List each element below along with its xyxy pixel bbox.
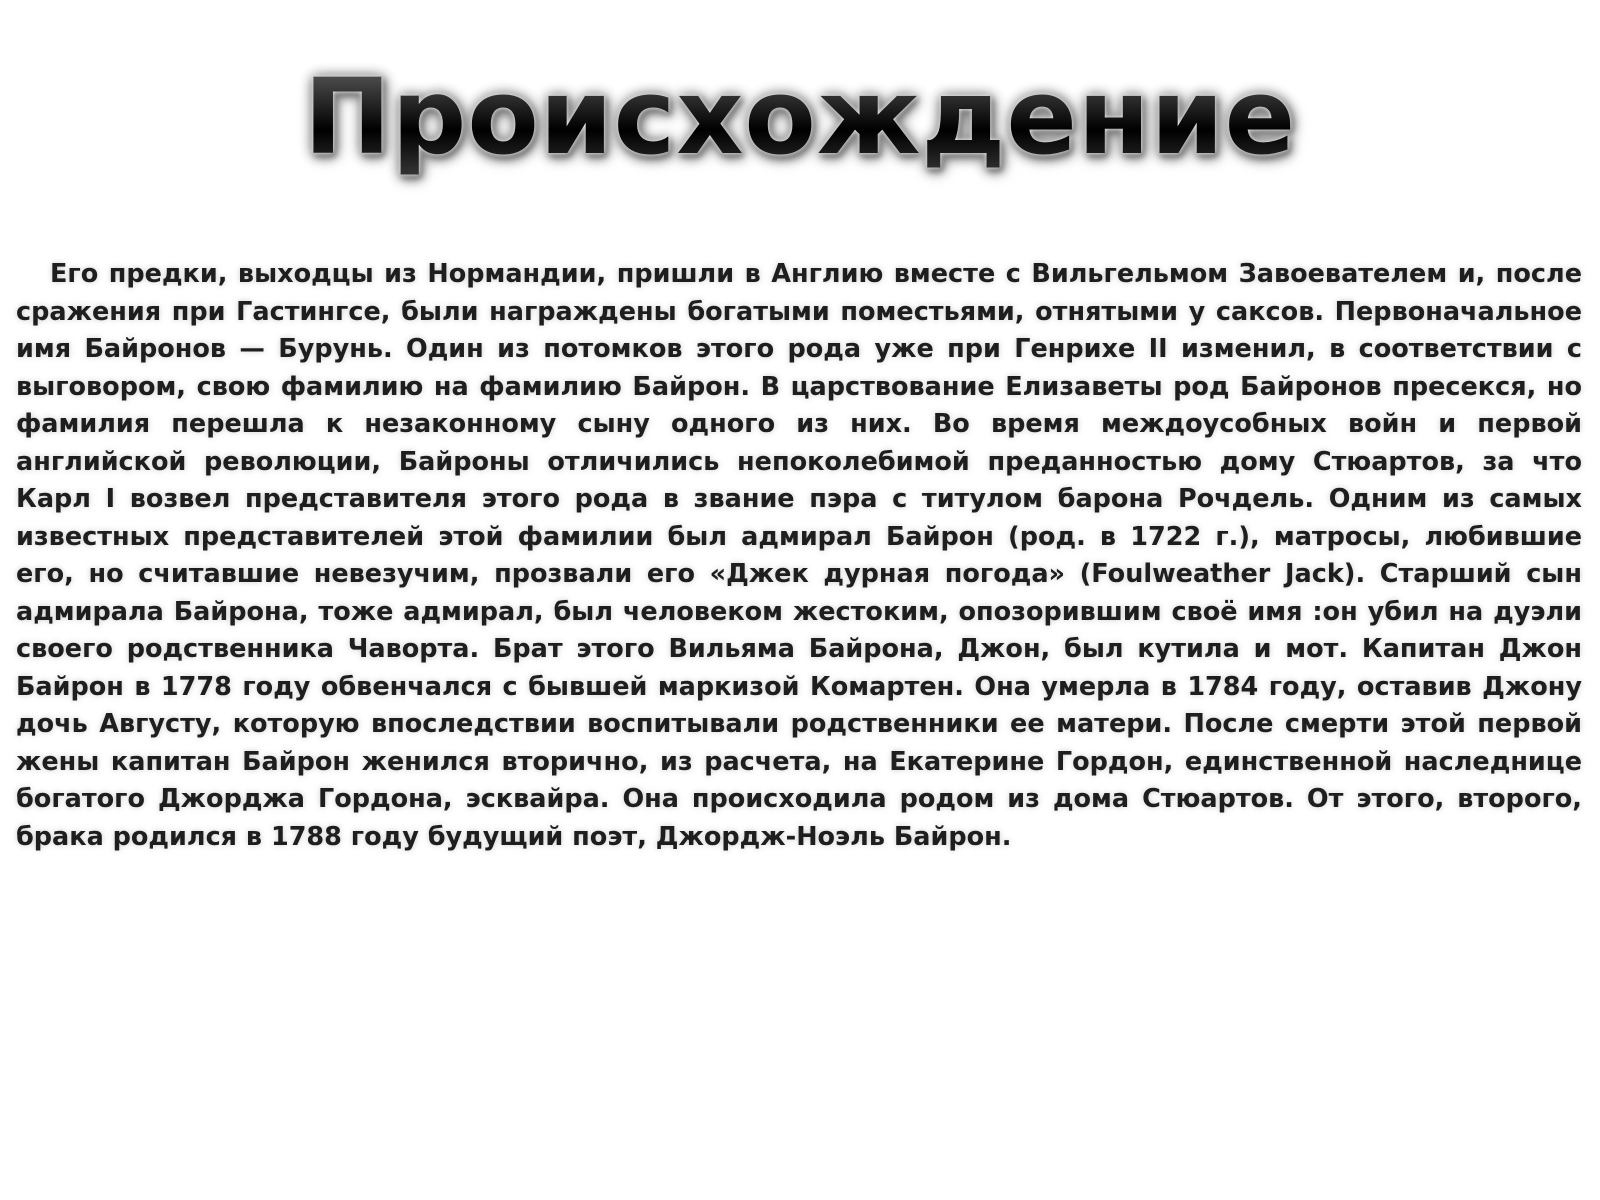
slide-title: Происхождение (0, 55, 1600, 180)
body-paragraph: Его предки, выходцы из Нормандии, пришли в Англию вместе с Вильгельмом Завоевателем и, после сражения при Гастингсе, были награждены богатыми поместьями, отнятыми у саксов. Первоначальное имя Байронов — Бурунь. Один из потомков этого рода уже при Генрихе II изменил, в соответствии с выговором, свою фамилию на фамилию Байрон. В царствование Елизаветы род Байронов пресекся, но фамилия перешла к незаконному сыну одного из них. Во время междоусобных войн и первой английской революции, Байроны отличились непоколебимой преданностью дому Стюартов, за что Карл I возвел представителя этого рода в звание пэра с титулом барона Рочдель. Одним из самых известных представителей этой фамилии был адмирал Байрон (род. в 1722 г.), матросы, любившие его, но считавшие невезучим, прозвали его «Джек дурная погода» (Foulweather Jack). Старший сын адмирала Байрона, тоже адмирал, был человеком жестоким, опозорившим своё имя :он убил на дуэли своего родственника Чаворта. Брат этого Вильяма Байрона, Джон, был кутила и мот. Капитан Джон Байрон в 1778 году обвенчался с бывшей маркизой Комартен. Она умерла в 1784 году, оставив Джону дочь Августу, которую впоследствии воспитывали родственники ее матери. После смерти этой первой жены капитан Байрон женился вторично, из расчета, на Екатерине Гордон, единственной наследнице богатого Джорджа Гордона, эсквайра. Она происходила родом из дома Стюартов. От этого, второго, брака родился в 1788 году будущий поэт, Джордж-Ноэль Байрон. (16, 259, 1582, 852)
